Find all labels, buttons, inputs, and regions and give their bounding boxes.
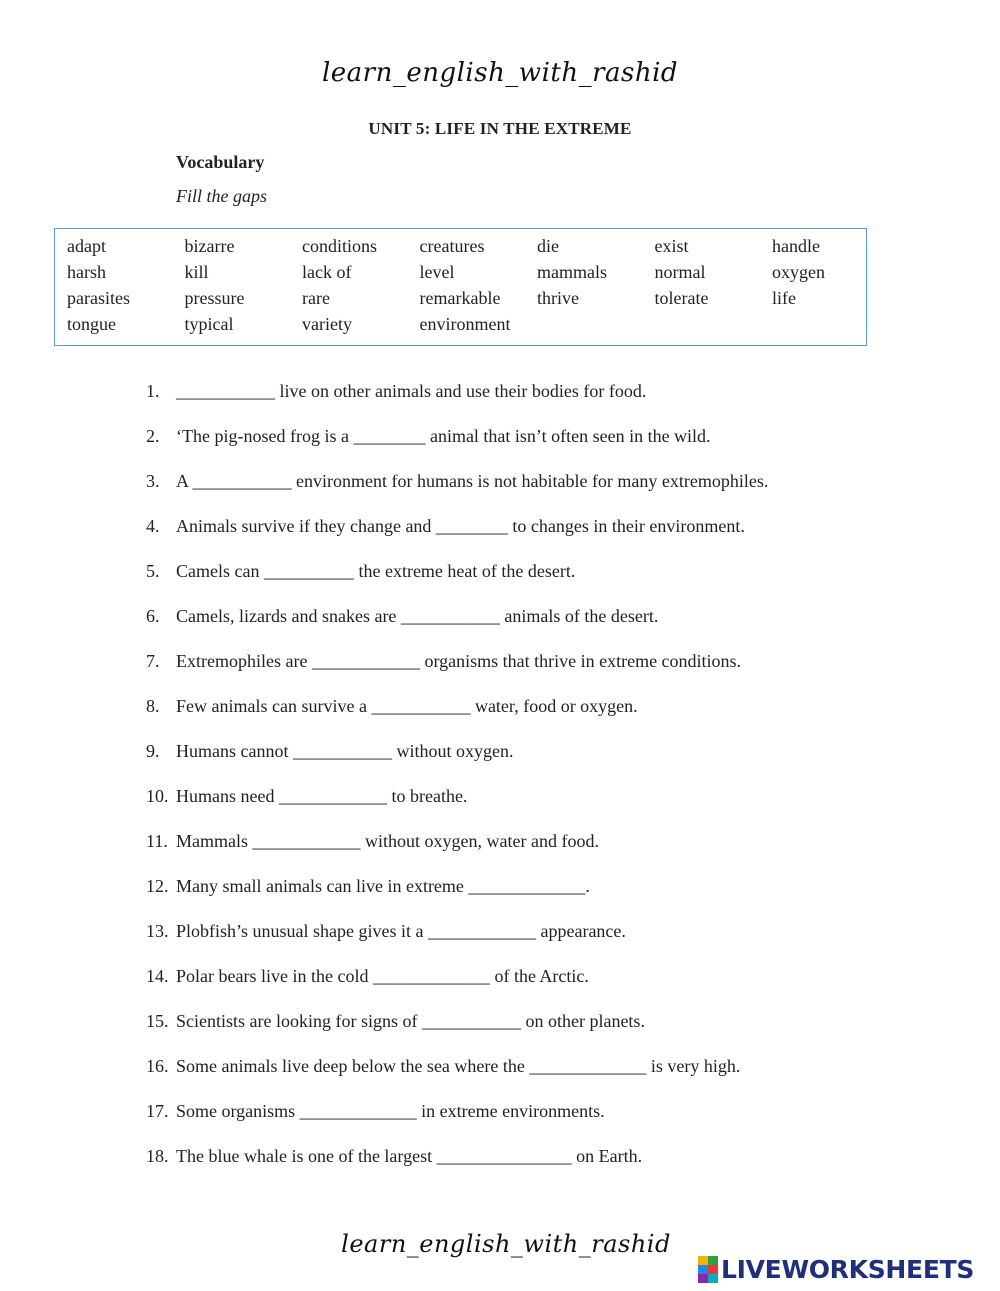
- word-bank-item: die: [537, 236, 559, 256]
- question-number: 2.: [146, 426, 160, 446]
- question-text: Some organisms _____________ in extreme environments.: [176, 1101, 605, 1121]
- word-bank-item: remarkable: [419, 288, 501, 308]
- word-bank-item: variety: [302, 314, 352, 334]
- question-item: [146, 471, 966, 516]
- question-item: [146, 696, 966, 741]
- question-item: [146, 741, 966, 786]
- word-bank-item: lack of: [302, 262, 352, 282]
- question-text: ‘The pig-nosed frog is a ________ animal that isn’t often seen in the wild.: [176, 426, 711, 446]
- word-bank-item: environment: [419, 314, 511, 334]
- question-text: Extremophiles are ____________ organisms that thrive in extreme conditions.: [176, 651, 742, 671]
- question-number: 17.: [146, 1101, 169, 1121]
- word-bank-item: conditions: [302, 236, 377, 256]
- question-number: 8.: [146, 696, 160, 716]
- question-number: 12.: [146, 876, 169, 896]
- question-item: [146, 426, 966, 471]
- question-item: [146, 651, 966, 696]
- question-item: [146, 786, 966, 831]
- instruction: Fill the gaps: [176, 186, 267, 206]
- question-number: 6.: [146, 606, 160, 626]
- question-item: [146, 606, 966, 651]
- question-text: Few animals can survive a ___________ water, food or oxygen.: [176, 696, 638, 716]
- logo-block: [698, 1274, 708, 1283]
- logo-blocks-icon: [698, 1256, 718, 1283]
- question-item: [146, 1011, 966, 1056]
- question-item: [146, 1101, 966, 1146]
- word-bank-item: harsh: [67, 262, 106, 282]
- question-item: [146, 966, 966, 1011]
- question-number: 18.: [146, 1146, 169, 1166]
- question-number: 3.: [146, 471, 160, 491]
- question-number: 1.: [146, 381, 160, 401]
- question-text: Camels, lizards and snakes are ___________ animals of the desert.: [176, 606, 659, 626]
- word-bank-box: [54, 228, 867, 346]
- word-bank-item: handle: [772, 236, 820, 256]
- question-list: [146, 381, 966, 1191]
- word-bank-item: tolerate: [654, 288, 709, 308]
- question-item: [146, 1146, 966, 1191]
- word-bank-item: pressure: [184, 288, 245, 308]
- liveworksheets-logo[interactable]: [698, 1255, 974, 1283]
- question-text: Polar bears live in the cold _____________ of the Arctic.: [176, 966, 589, 986]
- unit-title: UNIT 5: LIFE IN THE EXTREME: [368, 119, 632, 138]
- logo-block: [698, 1265, 708, 1274]
- word-bank-item: tongue: [67, 314, 116, 334]
- word-bank-item: mammals: [537, 262, 607, 282]
- word-bank-item: level: [419, 262, 455, 282]
- logo-block: [708, 1265, 718, 1274]
- question-item: [146, 561, 966, 606]
- word-bank-item: rare: [302, 288, 330, 308]
- question-item: [146, 831, 966, 876]
- question-number: 7.: [146, 651, 160, 671]
- word-bank-grid: [67, 236, 890, 340]
- question-text: Animals survive if they change and ________ to changes in their environment.: [176, 516, 745, 536]
- question-text: The blue whale is one of the largest _______________ on Earth.: [176, 1146, 643, 1166]
- question-item: [146, 876, 966, 921]
- header-watermark: learn_english_with_rashid: [321, 58, 679, 88]
- question-text: Plobfish’s unusual shape gives it a ____________ appearance.: [176, 921, 626, 941]
- word-bank-item: normal: [654, 262, 706, 282]
- question-number: 16.: [146, 1056, 169, 1076]
- word-bank-item: parasites: [67, 288, 130, 308]
- logo-text: LIVEWORKSHEETS: [721, 1254, 975, 1284]
- question-item: [146, 1056, 966, 1101]
- section-label: Vocabulary: [176, 152, 265, 172]
- logo-block: [698, 1256, 708, 1265]
- logo-block: [708, 1274, 718, 1283]
- word-bank-item: typical: [184, 314, 234, 334]
- question-text: Humans cannot ___________ without oxygen.: [176, 741, 514, 761]
- word-bank-item: thrive: [537, 288, 579, 308]
- word-bank-item: bizarre: [184, 236, 235, 256]
- word-bank-item: adapt: [67, 236, 106, 256]
- question-text: Scientists are looking for signs of ___________ on other planets.: [176, 1011, 645, 1031]
- question-text: Some animals live deep below the sea where the _____________ is very high.: [176, 1056, 741, 1076]
- question-item: [146, 381, 966, 426]
- question-text: A ___________ environment for humans is not habitable for many extremophiles.: [176, 471, 769, 491]
- word-bank-item: life: [772, 288, 796, 308]
- question-text: Mammals ____________ without oxygen, water and food.: [176, 831, 599, 851]
- question-number: 14.: [146, 966, 169, 986]
- question-text: Humans need ____________ to breathe.: [176, 786, 468, 806]
- footer-watermark: learn_english_with_rashid: [341, 1230, 671, 1258]
- question-item: [146, 516, 966, 561]
- question-text: ___________ live on other animals and use their bodies for food.: [176, 381, 647, 401]
- word-bank-item: exist: [654, 236, 689, 256]
- question-number: 11.: [146, 831, 168, 851]
- word-bank-item: creatures: [419, 236, 485, 256]
- question-number: 9.: [146, 741, 160, 761]
- question-number: 15.: [146, 1011, 169, 1031]
- question-number: 5.: [146, 561, 160, 581]
- question-text: Camels can __________ the extreme heat of the desert.: [176, 561, 576, 581]
- logo-block: [708, 1256, 718, 1265]
- question-item: [146, 921, 966, 966]
- question-text: Many small animals can live in extreme _____________.: [176, 876, 590, 896]
- question-number: 4.: [146, 516, 160, 536]
- question-number: 10.: [146, 786, 169, 806]
- word-bank-item: kill: [184, 262, 209, 282]
- question-number: 13.: [146, 921, 169, 941]
- word-bank-item: oxygen: [772, 262, 825, 282]
